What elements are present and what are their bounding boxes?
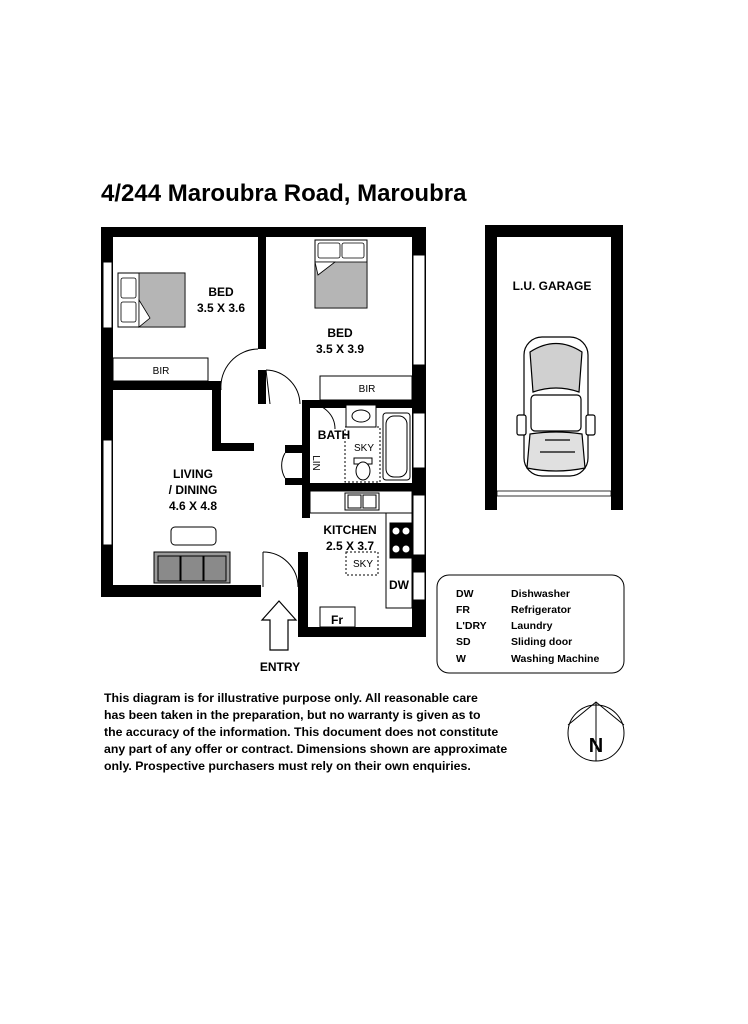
- bath-name: BATH: [317, 428, 351, 442]
- kitchen-fridge: Fr: [331, 613, 343, 627]
- disclaimer-line: the accuracy of the information. This document does not constitute: [104, 725, 499, 739]
- legend-code: W: [456, 653, 466, 665]
- bed1-robe: BIR: [152, 366, 170, 377]
- linen-label: LIN: [310, 455, 321, 471]
- bed2-robe: BIR: [358, 384, 376, 395]
- north-label: N: [588, 735, 604, 757]
- page-title: 4/244 Maroubra Road, Maroubra: [101, 180, 467, 207]
- legend-code: DW: [456, 588, 474, 600]
- garage-name: L.U. GARAGE: [512, 279, 592, 293]
- bed2-dims: 3.5 X 3.9: [315, 342, 365, 356]
- legend-code: FR: [456, 604, 470, 616]
- living-name-line2: / DINING: [168, 483, 218, 497]
- living-name-line1: LIVING: [172, 467, 214, 481]
- disclaimer: [104, 690, 544, 775]
- entry-label: ENTRY: [259, 660, 301, 674]
- bed1-dims: 3.5 X 3.6: [196, 301, 246, 315]
- legend-meaning: Refrigerator: [511, 604, 572, 616]
- car-icon: [517, 337, 595, 476]
- legend-code: L'DRY: [456, 620, 487, 632]
- disclaimer-line: any part of any offer or contract. Dimensions shown are approximate: [104, 742, 508, 756]
- entry-arrow: [262, 601, 296, 650]
- kitchen-skylight: SKY: [352, 559, 374, 570]
- legend-meaning: Dishwasher: [511, 588, 570, 600]
- bed1-name: BED: [208, 285, 234, 299]
- disclaimer-line: This diagram is for illustrative purpose only. All reasonable care: [104, 691, 478, 705]
- kitchen-dims: 2.5 X 3.7: [325, 539, 375, 553]
- legend-meaning: Sliding door: [511, 636, 573, 648]
- legend-meaning: Laundry: [511, 620, 553, 632]
- legend-meaning: Washing Machine: [511, 653, 600, 665]
- kitchen-dishwasher: DW: [389, 578, 409, 592]
- bed2-name: BED: [327, 326, 353, 340]
- bath-skylight: SKY: [353, 443, 375, 454]
- living-dims: 4.6 X 4.8: [168, 499, 218, 513]
- legend-code: SD: [456, 636, 471, 648]
- living-furniture: [154, 527, 230, 583]
- disclaimer-line: only. Prospective purchasers must rely on their own enquiries.: [104, 759, 471, 773]
- disclaimer-line: has been taken in the preparation, but no warranty is given as to: [104, 708, 481, 722]
- kitchen-name: KITCHEN: [323, 523, 377, 537]
